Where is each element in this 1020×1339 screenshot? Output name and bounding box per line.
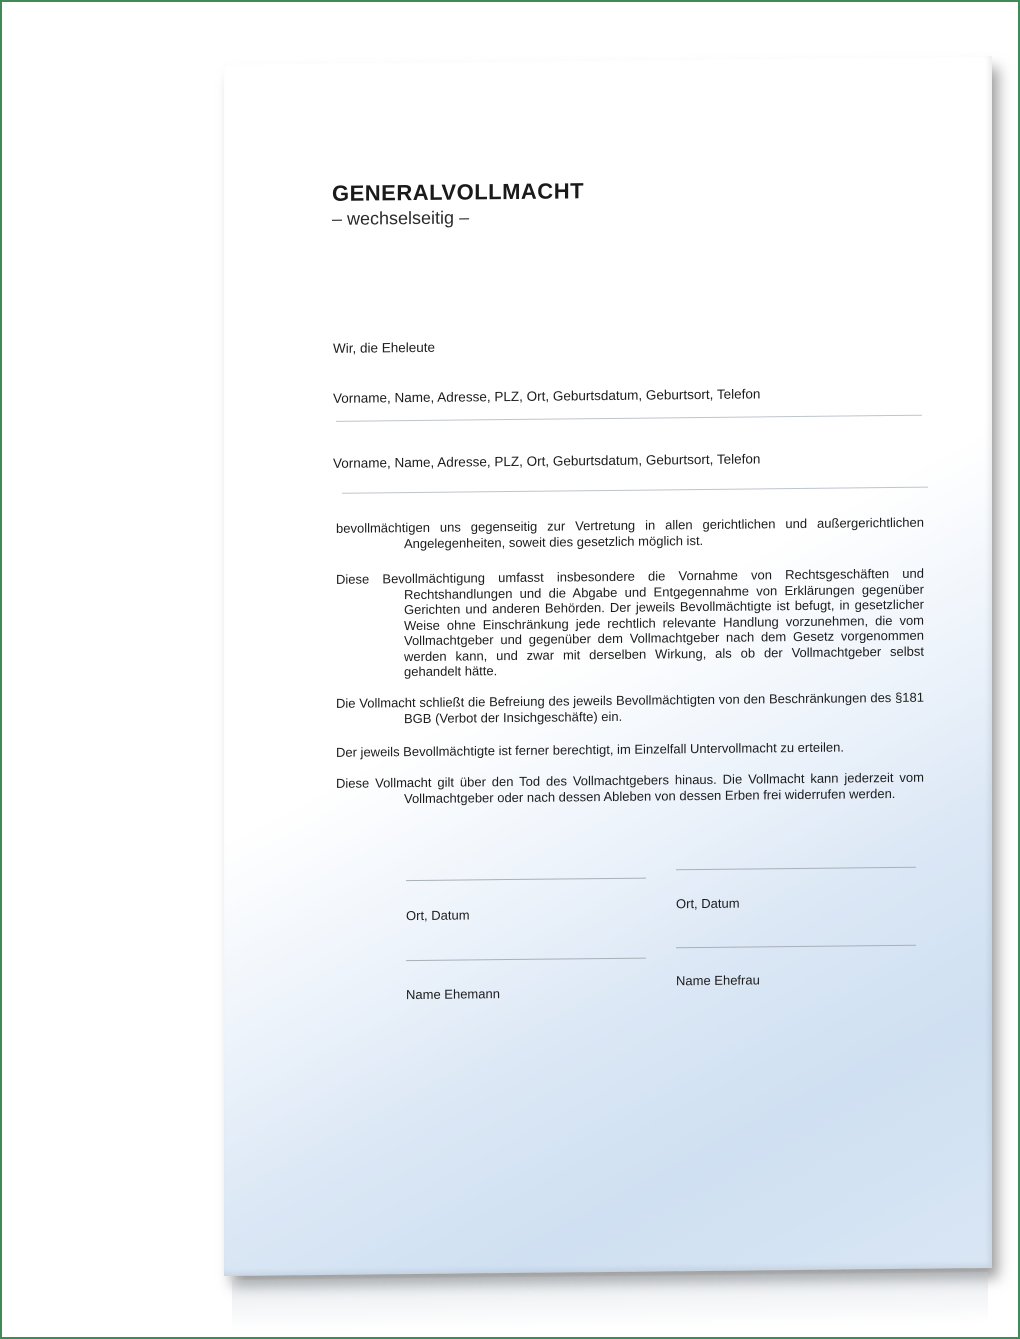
intro-text: Wir, die Eheleute [333, 339, 436, 356]
document-subtitle: – wechselseitig – [332, 207, 470, 229]
person-field-1: Vorname, Name, Adresse, PLZ, Ort, Geburtsdatum, Geburtsort, Telefon [333, 386, 761, 406]
person-field-1-rule [336, 415, 922, 422]
paragraph-scope-text: Diese Bevollmächtigung umfasst insbesondere die Vornahme von Rechtsgeschäften und Rechtshandlungen und die Abgabe und Entgegennahme von Erklärungen gegenüber Gerichten und anderen Behörden. Der jeweils Bevollmächtigte ist befugt, in gesetzlicher Weise ohne Einschränkung jede rechtlich relevante Handlung vorzunehmen, die vom Vollmachtgeber und gegenüber dem Vollmachtgeber nach dem Gesetz vorgenommen werden kann, und zwar mit derselben Wirkung, als ob der Vollmachtgeber selbst gehandelt hätte. [336, 565, 924, 680]
person-field-2: Vorname, Name, Adresse, PLZ, Ort, Geburtsdatum, Geburtsort, Telefon [333, 451, 761, 471]
signature-line-left-place [406, 878, 646, 882]
paragraph-authorization-text: bevollmächtigen uns gegenseitig zur Vertretung in allen gerichtlichen und außergerichtlichen Angelegenheiten, soweit dies gesetzlich möglich ist. [336, 514, 924, 551]
paragraph-exemption [336, 690, 924, 727]
right-place-date-label: Ort, Datum [676, 895, 740, 912]
paragraph-subdelegation-text: Der jeweils Bevollmächtigte ist ferner berechtigt, im Einzelfall Untervollmacht zu erteilen. [336, 739, 844, 760]
signature-line-right-place [676, 867, 916, 871]
person-field-2-rule [342, 487, 928, 494]
page-reflection [232, 1272, 988, 1332]
left-place-date-label: Ort, Datum [406, 907, 470, 924]
paragraph-subdelegation [336, 739, 924, 761]
paragraph-scope [336, 566, 924, 681]
paragraph-exemption-text: Die Vollmacht schließt die Befreiung des jeweils Bevollmächtigten von den Beschränkungen des §181 BGB (Verbot der Insichgeschäfte) ein. [336, 689, 924, 726]
signature-line-right-name [676, 945, 916, 949]
husband-name-label: Name Ehemann [406, 986, 500, 1003]
paragraph-validity-text: Diese Vollmacht gilt über den Tod des Vollmachtgebers hinaus. Die Vollmacht kann jederzeit vom Vollmachtgeber oder nach dessen Ableben von dessen Erben frei widerrufen werden. [336, 769, 924, 806]
document-page [224, 56, 992, 1276]
wife-name-label: Name Ehefrau [676, 972, 760, 989]
document-title: GENERALVOLLMACHT [332, 178, 585, 206]
signature-line-left-name [406, 958, 646, 962]
paragraph-authorization [336, 515, 924, 552]
paragraph-validity [336, 770, 924, 807]
